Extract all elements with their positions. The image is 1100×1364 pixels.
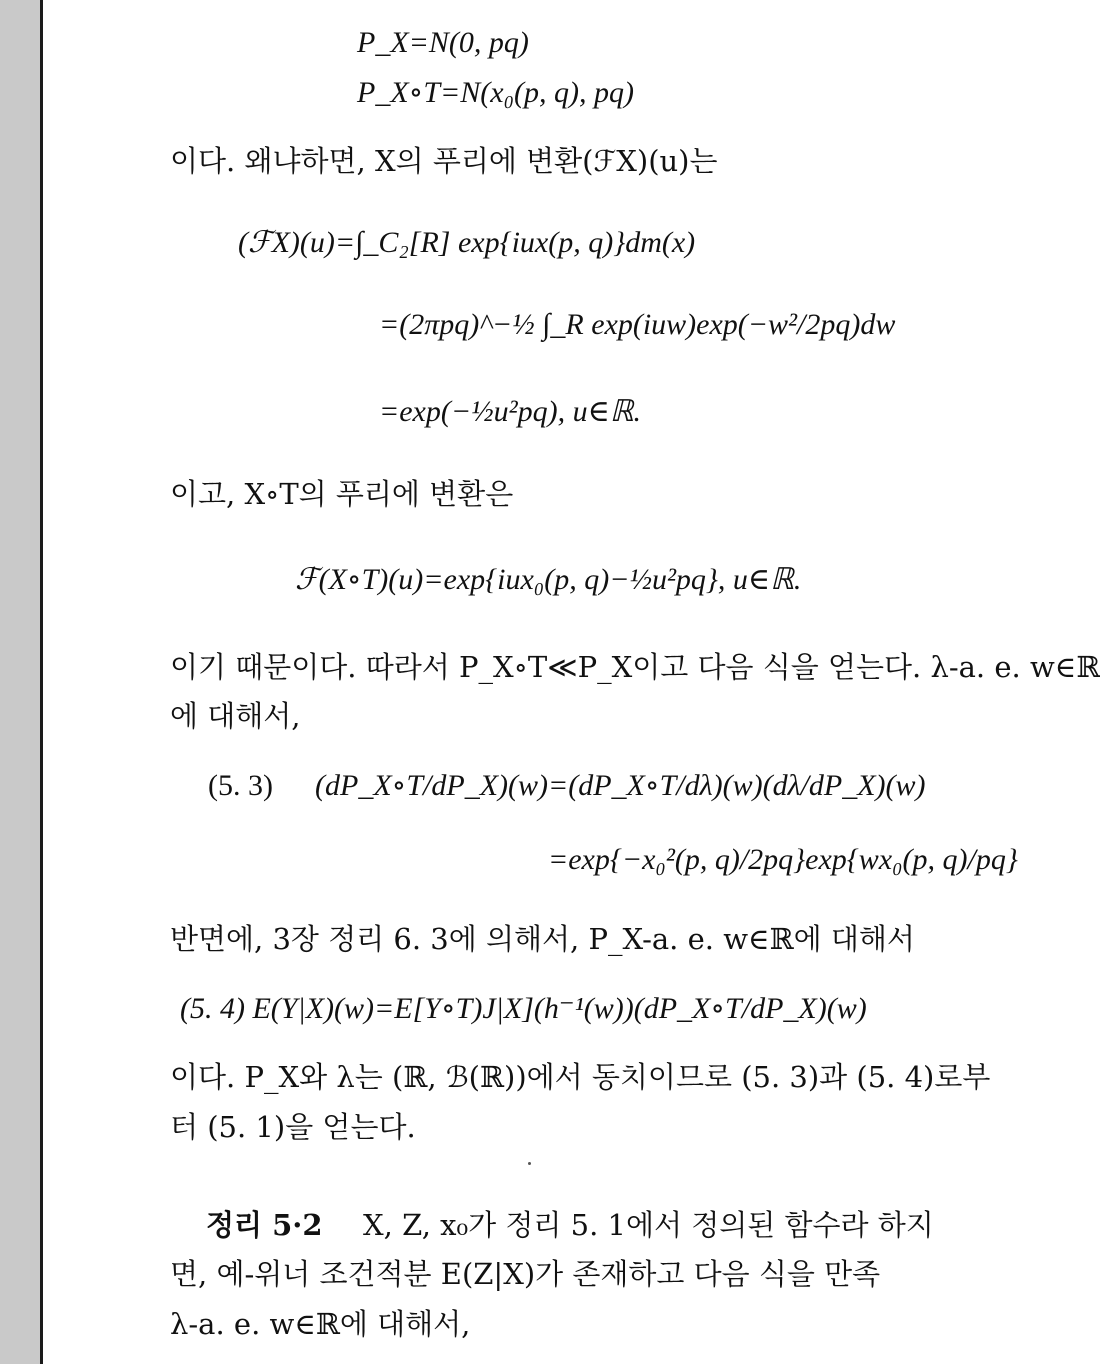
equation-number-5-3: (5. 3) xyxy=(208,769,273,802)
paragraph-line: 이다. 왜냐하면, X의 푸리에 변환(ℱX)(u)는 xyxy=(170,144,718,178)
theorem-line: 면, 예-위너 조건적분 E(Z|X)가 존재하고 다음 식을 만족 xyxy=(170,1257,881,1291)
equation-radon-nikodym: (dP_X∘T/dP_X)(w)=(dP_X∘T/dλ)(w)(dλ/dP_X)(w) xyxy=(315,769,926,802)
equation-px-distribution: P_X=N(0, pq) xyxy=(357,26,529,59)
paragraph-line: 이다. P_X와 λ는 (ℝ, ℬ(ℝ))에서 동치이므로 (5. 3)과 (5. 4)로부 xyxy=(170,1060,991,1094)
scan-gutter xyxy=(0,0,43,1364)
theorem-line: X, Z, x₀가 정리 5. 1에서 정의된 함수라 하지 xyxy=(363,1208,934,1242)
scan-speck xyxy=(528,1162,531,1165)
equation-radon-nikodym-exp: =exp{−x₀²(p, q)/2pq}exp{wx₀(p, q)/pq} xyxy=(548,843,1018,876)
equation-pxt-distribution: P_X∘T=N(x₀(p, q), pq) xyxy=(357,76,635,109)
equation-fourier-gaussian: =(2πpq)^−½ ∫_R exp(iuw)exp(−w²/2pq)dw xyxy=(379,308,896,341)
paragraph-line: 터 (5. 1)을 얻는다. xyxy=(170,1110,416,1144)
paragraph-line: 반면에, 3장 정리 6. 3에 의해서, P_X-a. e. w∈ℝ에 대해서 xyxy=(170,922,915,956)
theorem-label: 정리 5·2 xyxy=(206,1208,323,1242)
document-page xyxy=(43,0,1100,1364)
equation-fourier-result: =exp(−½u²pq), u∈ℝ. xyxy=(379,395,642,428)
paragraph-line: 이기 때문이다. 따라서 P_X∘T≪P_X이고 다음 식을 얻는다. λ-a. e. w∈ℝ xyxy=(170,650,1100,684)
equation-conditional-expectation: (5. 4) E(Y|X)(w)=E[Y∘T)J|X](h⁻¹(w))(dP_X∘T/dP_X)(w) xyxy=(180,992,867,1025)
paragraph-line: 에 대해서, xyxy=(170,699,301,733)
theorem-line: λ-a. e. w∈ℝ에 대해서, xyxy=(170,1307,471,1341)
equation-fourier-integral: (ℱX)(u)=∫_C₂[R] exp{iux(p, q)}dm(x) xyxy=(238,226,696,259)
equation-fourier-xt: ℱ(X∘T)(u)=exp{iux₀(p, q)−½u²pq}, u∈ℝ. xyxy=(295,563,802,596)
paragraph-line: 이고, X∘T의 푸리에 변환은 xyxy=(170,477,514,511)
